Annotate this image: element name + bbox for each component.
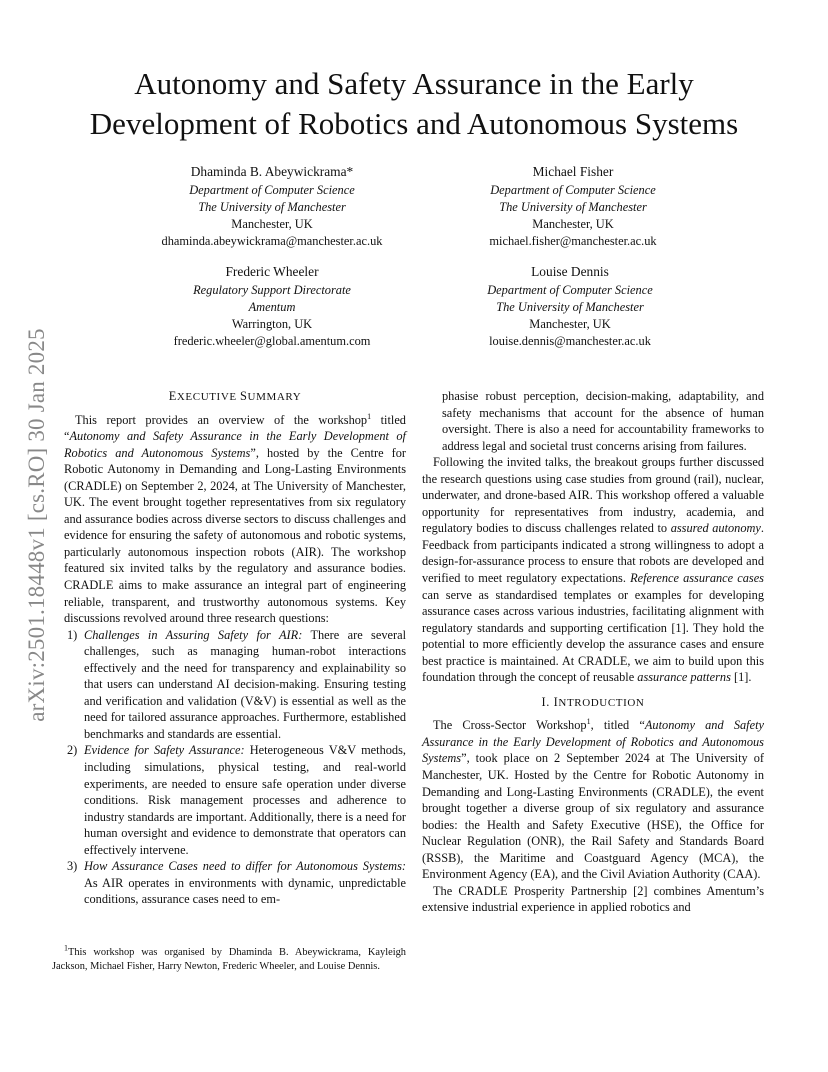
right-column: [422, 388, 764, 916]
author-block-1: [122, 162, 422, 250]
author-location: Manchester, UK: [529, 317, 611, 331]
arxiv-sidebar: [22, 290, 52, 760]
author-name: Michael Fisher: [532, 164, 614, 179]
author-dept: Regulatory Support Directorate: [193, 283, 351, 297]
list-item-continuation: phasise robust perception, decision-making, adaptability, and safety mechanisms that account for the absence of human oversight. There is also a need for accountability frameworks to address legal and societal trust concerns arising from failures.: [442, 389, 764, 453]
author-block-3: [122, 262, 422, 350]
author-dept: Department of Computer Science: [490, 183, 656, 197]
author-dept: Department of Computer Science: [189, 183, 355, 197]
author-email: dhaminda.abeywickrama@manchester.ac.uk: [161, 234, 383, 248]
list-item: 2) Evidence for Safety Assurance: Heterogeneous V&V methods, including simulations, physical testing, and real-world experiments, are needed to ensure safe operation under diverse conditions. Risk management processes and adherence to industry standards are important. Additionally, there is a need for human oversight and evidence to demonstrate that operators can effectively intervene.: [67, 743, 406, 857]
breakout-paragraph: Following the invited talks, the breakout groups further discussed the research questions using case studies from ground (rail), nuclear, underwater, and drone-based AIR. This workshop offered a valuable opportunity for representatives from industry, academia, and regulatory bodies to discuss challenges related to assured autonomy. Feedback from participants indicated a strong willingness to adopt a design-for-assurance process to ensure that robots are developed and verified to meet regulatory expectations. Reference assurance cases can serve as standardised templates or examples for developing assurance cases across various industries, facilitating alignment with regulatory standards and supporting certification [1]. They hold the potential to more efficiently develop the assurance cases and ensure best practice is maintained. At CRADLE, we aim to build upon this foundation through the concept of reusable assurance patterns [1].: [422, 455, 765, 685]
author-block-2: [423, 162, 723, 250]
list-item: 1) Challenges in Assuring Safety for AIR: There are several challenges, such as managing human-robot interactions effectively and the need for transparency and explainability so that users can understand AI decision-making. Ensuring testing and verification and validation (V&V) is essential as well as the need for tailored assurance approaches. Furthermore, established benchmarks and standards are essential.: [67, 627, 406, 741]
executive-summary-heading: EXECUTIVE SUMMARY: [168, 389, 302, 403]
research-questions-list: [64, 627, 406, 908]
author-block-4: [420, 262, 720, 350]
author-email: louise.dennis@manchester.ac.uk: [489, 334, 651, 348]
author-email: michael.fisher@manchester.ac.uk: [489, 234, 657, 248]
arxiv-id: arXiv:2501.18448v1 [cs.RO] 30 Jan 2025: [24, 328, 49, 722]
author-name: Frederic Wheeler: [225, 264, 319, 279]
author-org: The University of Manchester: [499, 200, 647, 214]
left-column: [64, 388, 406, 908]
partnership-paragraph: The CRADLE Prosperity Partnership [2] combines Amentum’s extensive industrial experience in applied robotics and: [422, 883, 764, 915]
introduction-heading: I. INTRODUCTION: [541, 694, 645, 709]
paper-title: [40, 64, 788, 144]
list-item: 3) How Assurance Cases need to differ for Autonomous Systems: As AIR operates in environments with dynamic, unpredictable conditions, assurance cases need to em-: [67, 859, 406, 907]
author-dept: Department of Computer Science: [487, 283, 653, 297]
exec-summary-paragraph: This report provides an overview of the workshop$^1$ titled “Autonomy and Safety Assurance in the Early Development of Robotics and Autonomous Systems”, hosted by the Centre for Robotic Autonomy in Demanding and Long-Lasting Environments (CRADLE) on September 2, 2024, at The University of Manchester, UK. The event brought together representatives from six regulatory and assurance bodies across diverse sectors to discuss challenges and evidence for ensuring the safety of autonomous and robotic systems, particularly autonomous inspection robots (AIR). The workshop featured six invited talks by the regulatory and assurance bodies. CRADLE aims to make assurance an integral part of engineering reliable, transparent, and trustworthy autonomous systems. Key discussions revolved around three research questions:: [64, 411, 406, 626]
author-org: Amentum: [248, 300, 296, 314]
author-location: Warrington, UK: [231, 317, 313, 331]
author-org: The University of Manchester: [198, 200, 346, 214]
author-name: Louise Dennis: [531, 264, 609, 279]
title-line-2: Development of Robotics and Autonomous Systems: [89, 106, 739, 141]
author-location: Manchester, UK: [231, 217, 313, 231]
introduction-paragraph: The Cross-Sector Workshop$^1$, titled “Autonomy and Safety Assurance in the Early Development of Robotics and Autonomous Systems”, took place on 2 September 2024 at The University of Manchester, UK. Hosted by the Centre for Robotic Autonomy in Demanding and Long-Lasting Environments (CRADLE), the event brought together a diverse group of six regulatory and assurance bodies: the Health and Safety Executive (HSE), the Office for Nuclear Regulation (ONR), the Rail Safety and Standards Board (RSSB), the Maritime and Coastguard Agency (MCA), the Environment Agency (EA), and the Civil Aviation Authority (CAA).: [422, 717, 765, 882]
author-location: Manchester, UK: [532, 217, 614, 231]
author-name: Dhaminda B. Abeywickrama*: [190, 164, 354, 179]
title-line-1: Autonomy and Safety Assurance in the Early: [134, 66, 694, 101]
footnote: $^1$This workshop was organised by Dhaminda B. Abeywickrama, Kayleigh Jackson, Michael Fisher, Harry Newton, Frederic Wheeler, and Louise Dennis.: [52, 943, 406, 972]
footnote-marker: 1: [367, 411, 372, 421]
footnote-marker: 1: [586, 717, 591, 727]
author-org: The University of Manchester: [496, 300, 644, 314]
author-email: frederic.wheeler@global.amentum.com: [173, 334, 371, 348]
